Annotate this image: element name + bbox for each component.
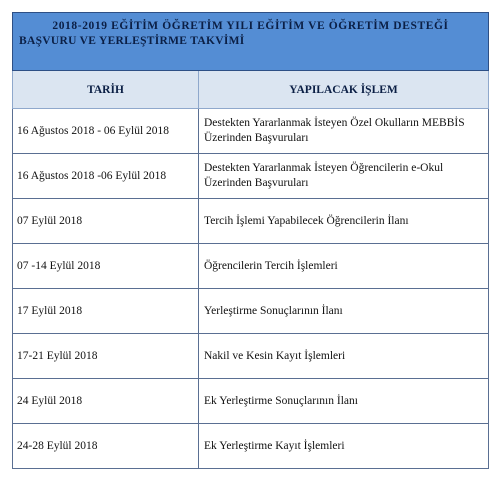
column-header-task: YAPILACAK İŞLEM [199, 71, 489, 109]
table-row [13, 109, 489, 154]
header-row [13, 71, 489, 109]
title-line-2: BAŞVURU VE YERLEŞTİRME TAKVİMİ [19, 35, 245, 47]
title-row [13, 13, 489, 71]
date-cell: 07 Eylül 2018 [13, 199, 199, 244]
table-row [13, 154, 489, 199]
task-cell: Öğrencilerin Tercih İşlemleri [199, 244, 489, 289]
date-cell: 16 Ağustos 2018 - 06 Eylül 2018 [13, 109, 199, 154]
task-cell: Ek Yerleştirme Sonuçlarının İlanı [199, 379, 489, 424]
table-row [13, 334, 489, 379]
title-line-1: 2018-2019 EĞİTİM ÖĞRETİM YILI EĞİTİM VE ÖĞRETİM DESTEĞİ [52, 20, 449, 32]
table-row [13, 199, 489, 244]
date-cell: 24-28 Eylül 2018 [13, 424, 199, 469]
date-cell: 16 Ağustos 2018 -06 Eylül 2018 [13, 154, 199, 199]
table-title [13, 13, 489, 71]
table-row [13, 424, 489, 469]
column-header-date: TARİH [13, 71, 199, 109]
task-cell: Yerleştirme Sonuçlarının İlanı [199, 289, 489, 334]
date-cell: 07 -14 Eylül 2018 [13, 244, 199, 289]
calendar-table [12, 12, 489, 469]
task-cell: Destekten Yararlanmak İsteyen Öğrencilerin e-Okul Üzerinden Başvuruları [199, 154, 489, 199]
task-cell: Ek Yerleştirme Kayıt İşlemleri [199, 424, 489, 469]
table-row [13, 379, 489, 424]
task-cell: Tercih İşlemi Yapabilecek Öğrencilerin İlanı [199, 199, 489, 244]
task-cell: Destekten Yararlanmak İsteyen Özel Okulların MEBBİS Üzerinden Başvuruları [199, 109, 489, 154]
date-cell: 24 Eylül 2018 [13, 379, 199, 424]
date-cell: 17 Eylül 2018 [13, 289, 199, 334]
date-cell: 17-21 Eylül 2018 [13, 334, 199, 379]
table-row [13, 289, 489, 334]
table-row [13, 244, 489, 289]
task-cell: Nakil ve Kesin Kayıt İşlemleri [199, 334, 489, 379]
calendar-document [12, 12, 489, 469]
